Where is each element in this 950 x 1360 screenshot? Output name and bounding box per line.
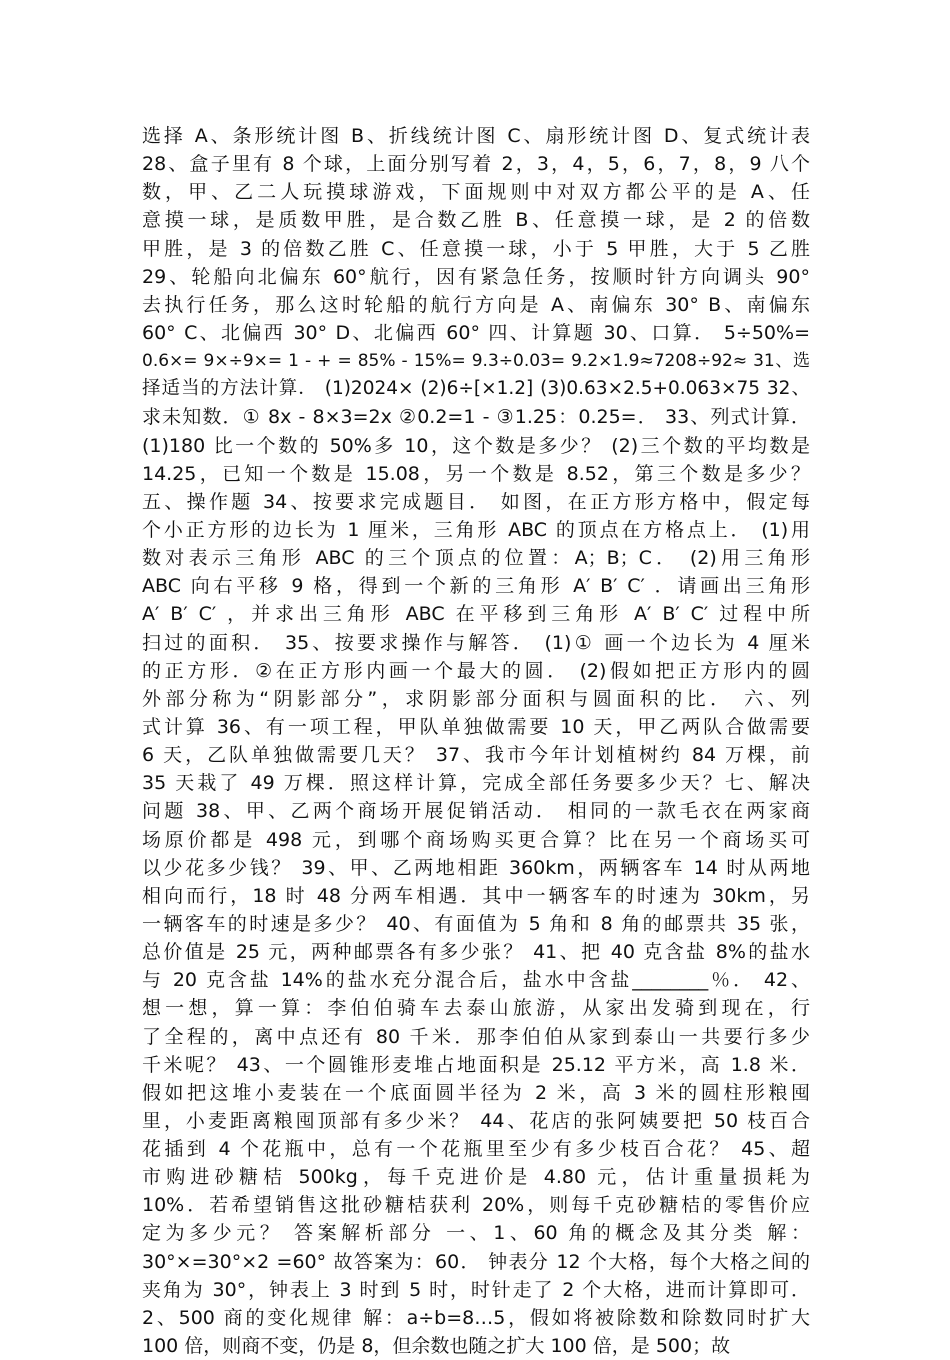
text-line: 100 倍，则商不变，仍是 8，但余数也随之扩大 100 倍，是 500；故 — [142, 1335, 731, 1358]
text-line: 35 天栽了 49 万棵．照这样计算，完成全部任务要多少天？七、解决 — [142, 772, 810, 795]
text-line: 总价值是 25 元，两种邮票各有多少张？ 41、把 40 克含盐 8%的盐水 — [142, 941, 810, 964]
text-line: 相向而行，18 时 48 分两车相遇．其中一辆客车的时速为 30km，另 — [142, 884, 810, 907]
text-line: 花插到 4 个花瓶中，总有一个花瓶里至少有多少枝百合花？ 45、超 — [142, 1138, 810, 1161]
text-line: 一辆客车的时速是多少？ 40、有面值为 5 角和 8 角的邮票共 35 张， — [142, 912, 810, 935]
text-line: 假如把这堆小麦装在一个底面圆半径为 2 米，高 3 米的圆柱形粮囤 — [142, 1081, 810, 1104]
text-line: 6 天，乙队单独做需要几天？ 37、我市今年计划植树约 84 万棵，前 — [142, 744, 810, 767]
text-line: 了全程的，离中点还有 80 千米．那李伯伯从家到泰山一共要行多少 — [142, 1025, 810, 1048]
text-line: 数，甲、乙二人玩摸球游戏，下面规则中对双方都公平的是 A、任 — [142, 181, 810, 204]
text-line: 以少花多少钱？ 39、甲、乙两地相距 360km，两辆客车 14 时从两地 — [142, 856, 810, 879]
text-line: 千米呢？ 43、一个圆锥形麦堆占地面积是 25.12 平方米，高 1.8 米． — [142, 1053, 810, 1076]
text-line: 2、500 商的变化规律 解：a÷b=8…5，假如将被除数和除数同时扩大 — [142, 1306, 810, 1329]
text-line: 10%．若希望销售这批砂糖桔获利 20%，则每千克砂糖桔的零售价应 — [142, 1194, 810, 1217]
text-line: 的正方形．②在正方形内画一个最大的圆． (2)假如把正方形内的圆 — [142, 659, 810, 682]
text-line: 个小正方形的边长为 1 厘米，三角形 ABC 的顶点在方格点上． (1)用 — [142, 518, 810, 541]
text-line: 定为多少元？ 答案解析部分 一、1、60 角的概念及其分类 解： — [142, 1222, 810, 1245]
text-line: 数对表示三角形 ABC 的三个顶点的位置：A；B；C． (2)用三角形 — [142, 547, 810, 570]
text-line: 与 20 克含盐 14%的盐水充分混合后，盐水中含盐________％． 42、 — [142, 969, 810, 992]
text-line: 五、操作题 34、按要求完成题目． 如图，在正方形方格中，假定每 — [142, 490, 810, 513]
document-body — [142, 122, 810, 1360]
text-line: 14.25，已知一个数是 15.08，另一个数是 8.52，第三个数是多少？ — [142, 462, 810, 485]
text-line: 意摸一球，是质数甲胜，是合数乙胜 B、任意摸一球，是 2 的倍数 — [142, 209, 810, 232]
text-line: 市购进砂糖桔 500kg，每千克进价是 4.80 元，估计重量损耗为 — [142, 1166, 810, 1189]
text-line: 夹角为 30°，钟表上 3 时到 5 时，时针走了 2 个大格，进而计算即可． — [142, 1278, 810, 1301]
text-line: 外部分称为“阴影部分”，求阴影部分面积与圆面积的比． 六、列 — [142, 687, 810, 710]
text-line: 场原价都是 498 元，到哪个商场购买更合算？比在另一个商场买可 — [142, 828, 810, 851]
text-line: 28、盒子里有 8 个球，上面分别写着 2，3，4，5，6，7，8，9 八个 — [142, 153, 810, 176]
text-line: A′ B′ C′ ，并求出三角形 ABC 在平移到三角形 A′ B′ C′ 过程中所 — [142, 603, 810, 626]
text-line: 选择 A、条形统计图 B、折线统计图 C、扇形统计图 D、复式统计表 — [142, 125, 810, 147]
text-line: 求未知数．① 8x - 8×3=2x ②0.2=1 - ③1.25：0.25=． 33、列式计算． — [142, 406, 810, 429]
text-line: 29、轮船向北偏东 60°航行，因有紧急任务，按顺时针方向调头 90° — [142, 265, 810, 288]
text-line: 想一想，算一算：李伯伯骑车去泰山旅游，从家出发骑到现在，行 — [142, 997, 810, 1020]
text-line: 里，小麦距离粮囤顶部有多少米？ 44、花店的张阿姨要把 50 枝百合 — [142, 1109, 810, 1132]
text-line: ABC 向右平移 9 格，得到一个新的三角形 A′ B′ C′ ．请画出三角形 — [142, 575, 810, 598]
text-line: 式计算 36、有一项工程，甲队单独做需要 10 天，甲乙两队合做需要 — [142, 715, 810, 738]
text-line: 择适当的方法计算． (1)2024× (2)6÷[×1.2] (3)0.63×2.5+0.063×75 32、 — [142, 378, 810, 400]
text-line: 扫过的面积． 35、按要求操作与解答． (1)① 画一个边长为 4 厘米 — [142, 631, 810, 654]
text-line: 问题 38、甲、乙两个商场开展促销活动． 相同的一款毛衣在两家商 — [142, 800, 810, 823]
text-line: 0.6×= 9×÷9×= 1 - + = 85% - 15%= 9.3÷0.03= 9.2×1.9≈7208÷92≈ 31、选 — [142, 351, 810, 372]
text-line: (1)180 比一个数的 50%多 10，这个数是多少？ (2)三个数的平均数是 — [142, 434, 810, 457]
text-line: 甲胜，是 3 的倍数乙胜 C、任意摸一球，小于 5 甲胜，大于 5 乙胜 — [142, 237, 810, 260]
text-line: 30°×=30°×2 =60° 故答案为：60． 钟表分 12 个大格，每个大格之间的 — [142, 1250, 810, 1273]
text-line: 60° C、北偏西 30° D、北偏西 60° 四、计算题 30、口算． 5÷50%= — [142, 321, 810, 344]
text-line: 去执行任务，那么这时轮船的航行方向是 A、南偏东 30° B、南偏东 — [142, 293, 810, 316]
